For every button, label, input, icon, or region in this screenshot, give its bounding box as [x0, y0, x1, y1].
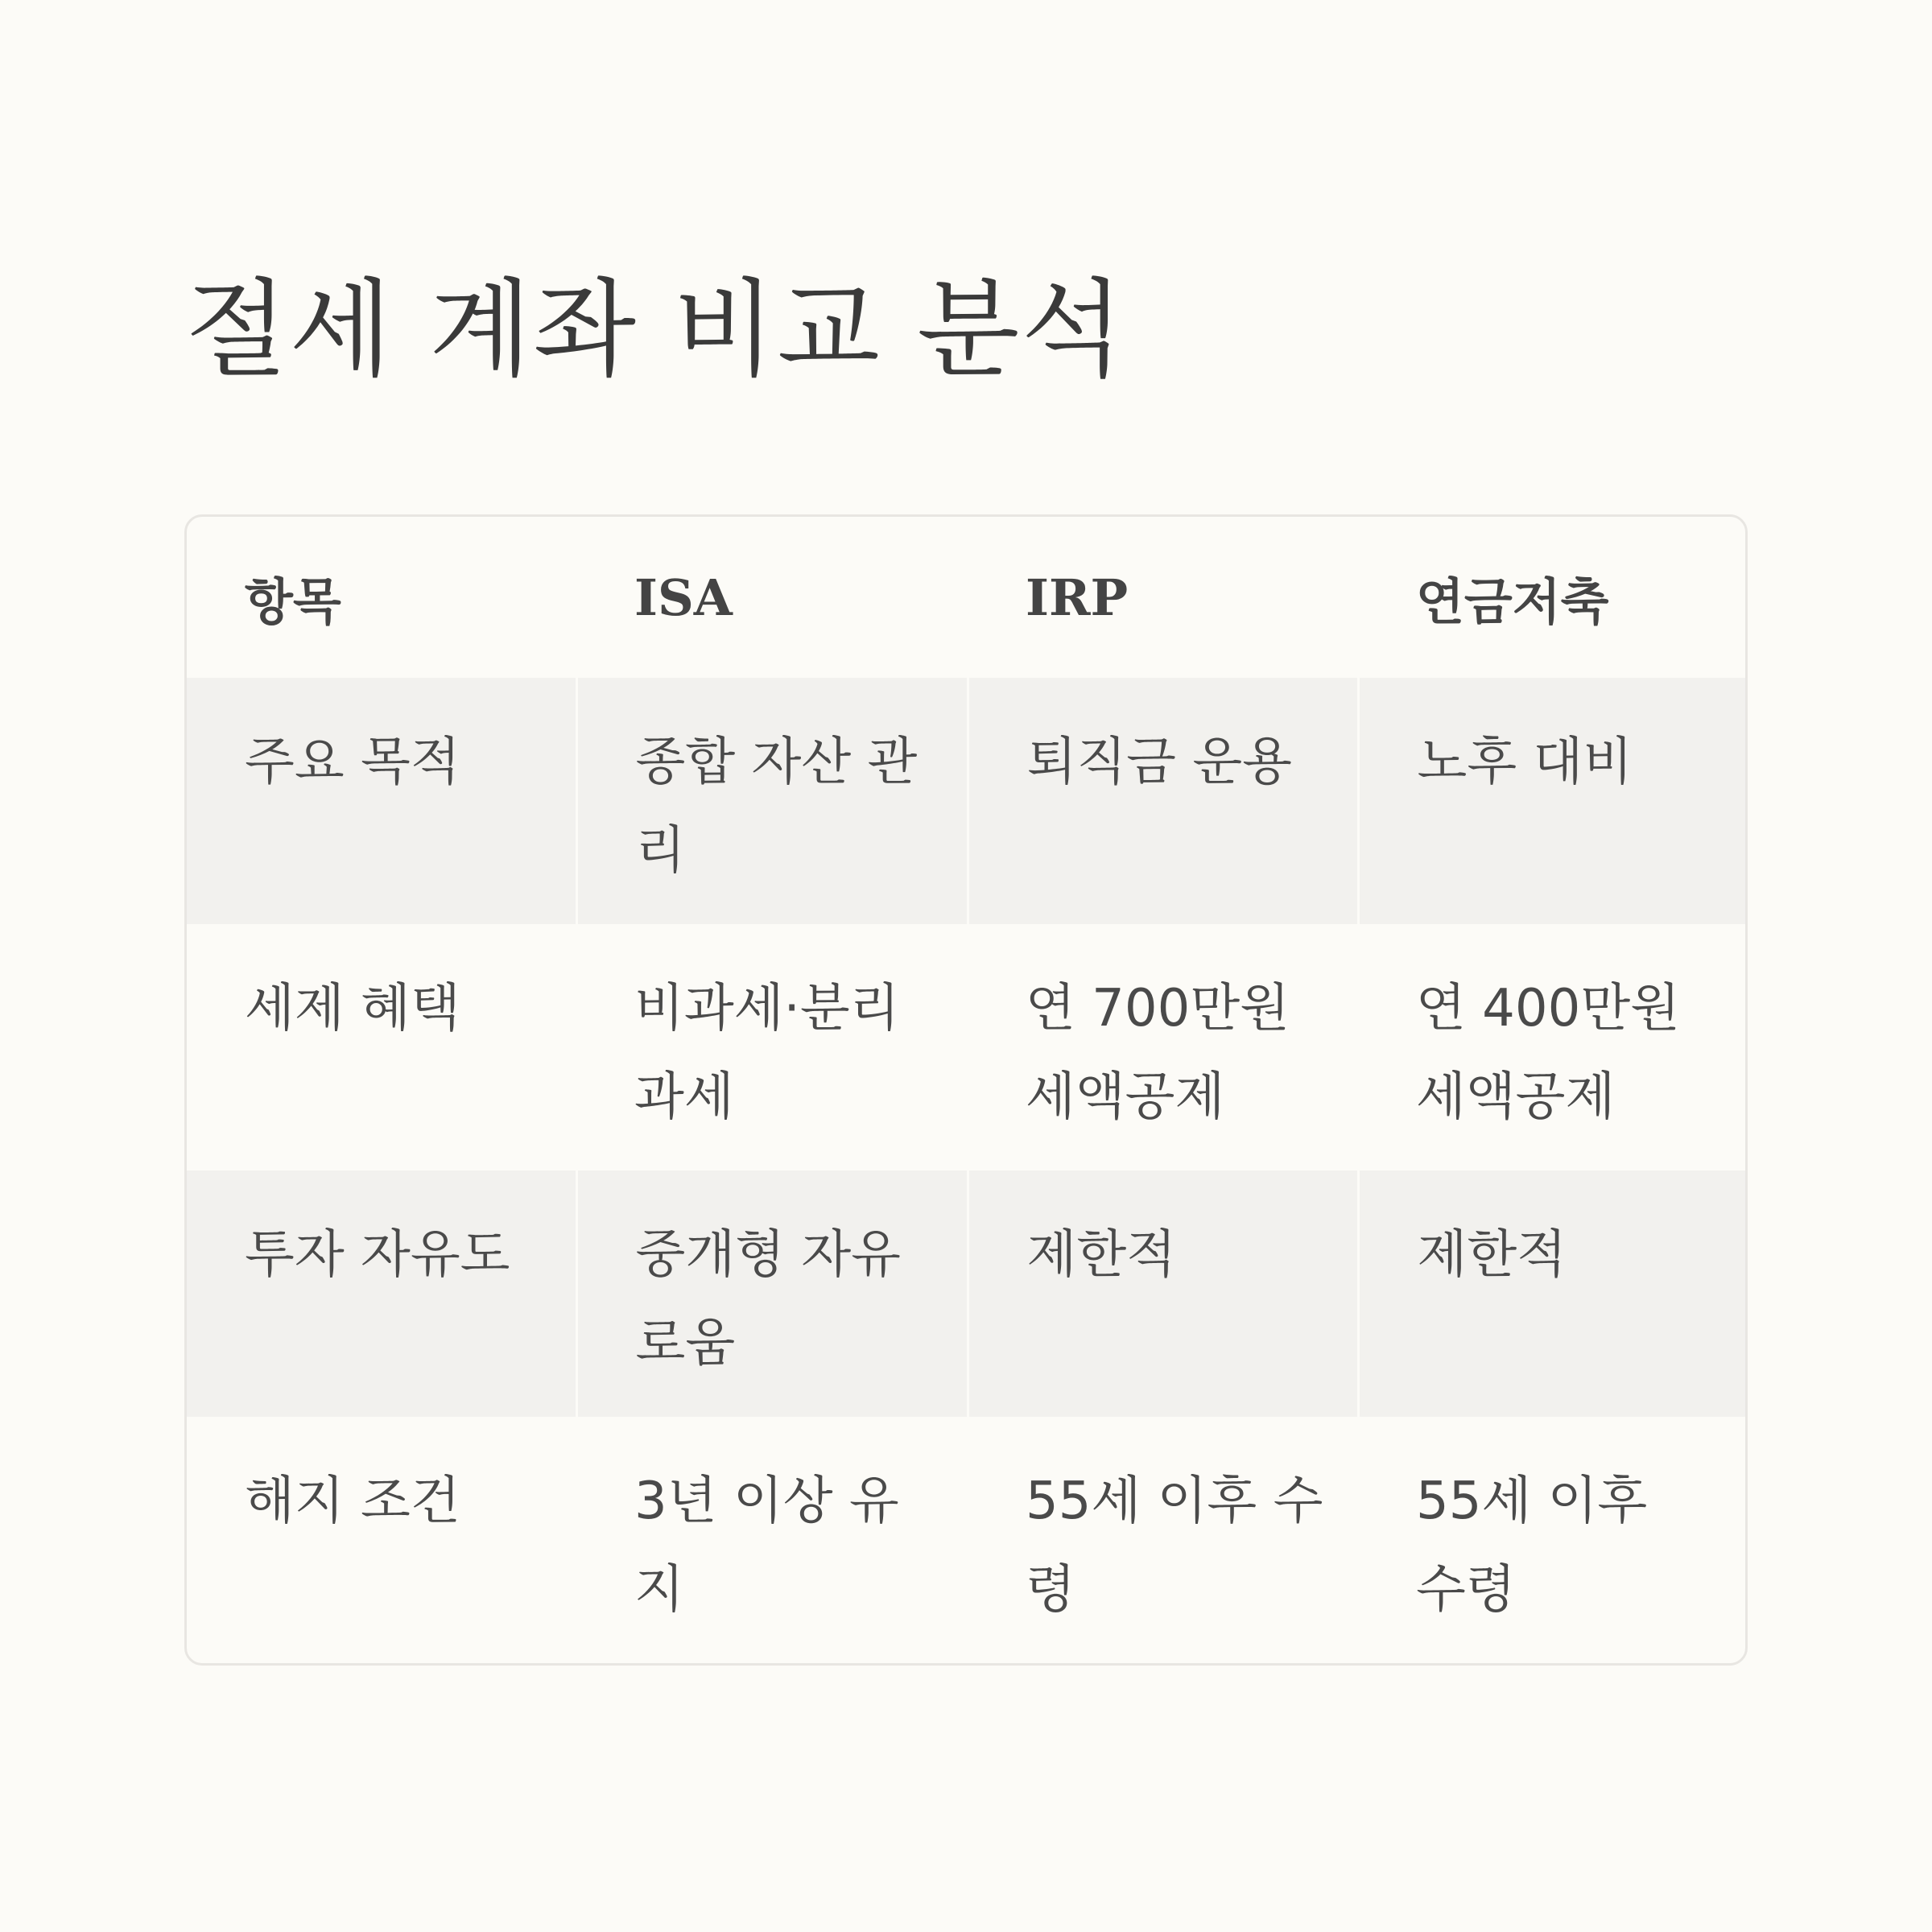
- table-cell: 연 400만원 세액공제: [1416, 979, 1680, 1127]
- table-cell: 제한적: [1358, 1170, 1745, 1417]
- column-header-isa: ISA: [634, 568, 733, 627]
- column-header-irp: IRP: [1026, 568, 1129, 627]
- table-cell: 55세 이후 수령: [1416, 1472, 1648, 1620]
- column-header-pension-savings: 연금저축: [1416, 572, 1609, 631]
- table-cell: 중개형 자유로움: [576, 1170, 968, 1417]
- comparison-table: [187, 517, 1745, 1666]
- column-header-item: 항목: [245, 572, 341, 631]
- table-cell: 노후 대비: [1358, 678, 1745, 924]
- page-title: 절세 계좌 비교 분석: [185, 268, 1125, 392]
- table-cell: 55세 이후 수령: [1026, 1472, 1323, 1620]
- row-label: 투자 자유도: [187, 1170, 576, 1417]
- table-cell: 종합 자산 관리: [576, 678, 968, 924]
- row-label: 세제 혜택: [245, 979, 460, 1038]
- table-cell: 3년 이상 유지: [634, 1472, 899, 1620]
- table-row: [187, 678, 1745, 924]
- comparison-table-card: [184, 514, 1748, 1666]
- table-row: [187, 1170, 1745, 1417]
- table-row: [187, 1417, 1745, 1666]
- row-label: 주요 목적: [187, 678, 576, 924]
- table-cell: 퇴직금 운용: [968, 678, 1358, 924]
- table-cell: 비과세·분리과세: [634, 979, 900, 1127]
- table-row: [187, 924, 1745, 1170]
- table-cell: 연 700만원 세액공제: [1026, 979, 1290, 1127]
- row-label: 해지 조건: [245, 1472, 460, 1531]
- table-cell: 제한적: [968, 1170, 1358, 1417]
- table-header-row: [187, 517, 1745, 678]
